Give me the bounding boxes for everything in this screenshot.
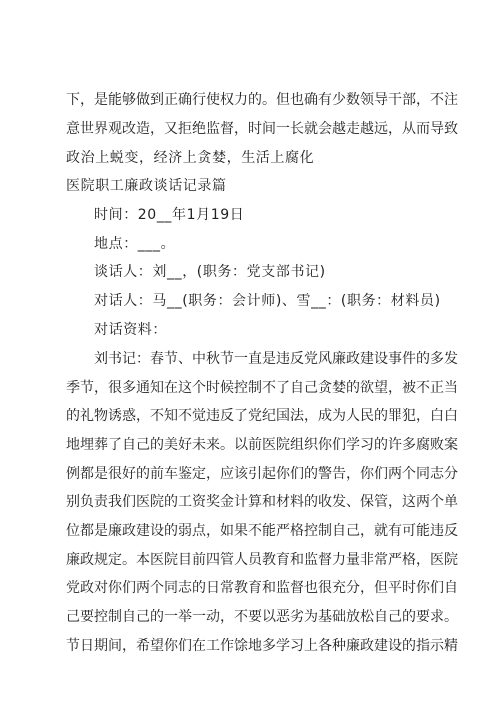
paragraph-line: 节日期间，希望你们在工作馀地多学习上各种廉政建设的指示精 xyxy=(66,638,458,654)
section-title: 医院职工廉政谈话记录篇 xyxy=(66,178,227,194)
paragraph-line: 例都是很好的前车鉴定，应该引起你们的警告，你们两个同志分 xyxy=(66,466,458,482)
paragraph-line: 己要控制自己的一举一动，不要以恶劣为基础放松自己的要求。 xyxy=(66,609,458,625)
paragraph-line: 别负责我们医院的工资奖金计算和材料的收发、保管，这两个单 xyxy=(66,494,458,510)
paragraph-line: 刘书记：春节、中秋节一直是违反党风廉政建设事件的多发 xyxy=(94,351,458,367)
paragraph-line: 廉政规定。本医院目前四管人员教育和监督力量非常严格，医院 xyxy=(66,552,458,568)
paragraph-line: 地埋葬了自己的美好未来。以前医院组织你们学习的许多腐败案 xyxy=(66,437,458,453)
speaker-info: 谈话人：刘__，(职务：党支部书记) xyxy=(94,264,326,280)
dialogue-heading: 对话资料： xyxy=(94,322,167,338)
paragraph-line: 下，是能够做到正确行使权力的。但也确有少数领导干部，不注 xyxy=(66,92,458,108)
meeting-location: 地点：___。 xyxy=(94,236,176,252)
paragraph-line: 季节，很多通知在这个时候控制不了自己贪婪的欲望，被不正当 xyxy=(66,380,458,396)
participants-info: 对话人：马__(职务：会计师)、雪__：(职务：材料员) xyxy=(94,293,441,309)
paragraph-line: 党政对你们两个同志的日常教育和监督也很充分，但平时你们自 xyxy=(66,580,458,596)
paragraph-line: 位都是廉政建设的弱点，如果不能严格控制自己，就有可能违反 xyxy=(66,523,458,539)
paragraph-line: 意世界观改造，又拒绝监督，时间一长就会越走越远，从而导致 xyxy=(66,121,458,137)
meeting-time: 时间：20__年1月19日 xyxy=(94,207,245,223)
paragraph-line: 的礼物诱惑，不知不觉违反了党纪国法，成为人民的罪犯，白白 xyxy=(66,408,458,424)
paragraph-line: 政治上蜕变，经济上贪婪，生活上腐化 xyxy=(66,150,315,166)
